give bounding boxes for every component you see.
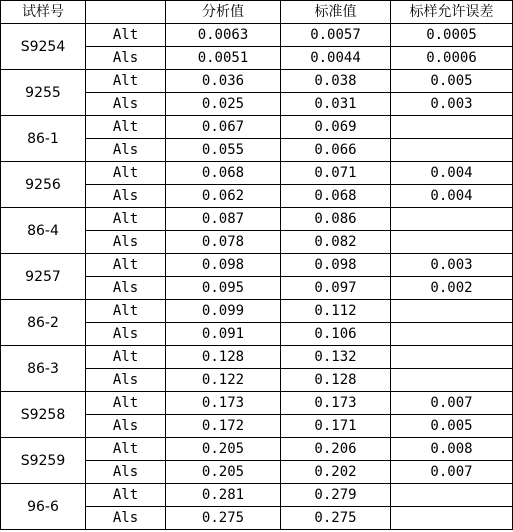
standard-value-cell: 0.097 [281,277,391,300]
analysis-value-cell: 0.173 [166,392,281,415]
element-cell: Alt [86,116,166,139]
tolerance-cell: 0.003 [391,254,513,277]
tolerance-cell [391,116,513,139]
element-cell: Alt [86,438,166,461]
analysis-value-cell: 0.025 [166,93,281,116]
standard-value-cell: 0.0057 [281,24,391,47]
element-cell: Als [86,461,166,484]
standard-value-cell: 0.206 [281,438,391,461]
tolerance-cell [391,346,513,369]
tolerance-cell [391,231,513,254]
analysis-value-cell: 0.087 [166,208,281,231]
element-cell: Alt [86,70,166,93]
analysis-value-cell: 0.172 [166,415,281,438]
tolerance-cell: 0.004 [391,162,513,185]
tolerance-cell: 0.0006 [391,47,513,70]
analysis-value-cell: 0.0063 [166,24,281,47]
element-cell: Als [86,139,166,162]
analysis-value-cell: 0.062 [166,185,281,208]
standard-value-cell: 0.071 [281,162,391,185]
analysis-value-cell: 0.098 [166,254,281,277]
element-cell: Alt [86,254,166,277]
sample-id-cell: 86-4 [1,208,86,254]
element-cell: Alt [86,484,166,507]
sample-id-cell: S9258 [1,392,86,438]
standard-value-cell: 0.031 [281,93,391,116]
tolerance-cell: 0.007 [391,392,513,415]
tolerance-cell [391,139,513,162]
standard-value-cell: 0.068 [281,185,391,208]
standard-value-cell: 0.275 [281,507,391,530]
standard-value-cell: 0.038 [281,70,391,93]
sample-id-cell: 9257 [1,254,86,300]
sample-id-cell: 9255 [1,70,86,116]
header-element [86,1,166,24]
standard-value-cell: 0.202 [281,461,391,484]
tolerance-cell: 0.005 [391,415,513,438]
analysis-value-cell: 0.128 [166,346,281,369]
standard-value-cell: 0.0044 [281,47,391,70]
table-row [1,116,513,139]
table-body [1,24,513,530]
table-row [1,24,513,47]
sample-id-cell: S9259 [1,438,86,484]
tolerance-cell: 0.008 [391,438,513,461]
element-cell: Als [86,415,166,438]
table-row [1,208,513,231]
tolerance-cell: 0.005 [391,70,513,93]
analysis-value-cell: 0.091 [166,323,281,346]
tolerance-cell [391,300,513,323]
tolerance-cell: 0.007 [391,461,513,484]
sample-id-cell: 86-2 [1,300,86,346]
standard-value-cell: 0.082 [281,231,391,254]
table-row [1,70,513,93]
element-cell: Als [86,323,166,346]
tolerance-cell: 0.003 [391,93,513,116]
analysis-value-cell: 0.122 [166,369,281,392]
analysis-value-cell: 0.067 [166,116,281,139]
standard-value-cell: 0.132 [281,346,391,369]
analysis-value-cell: 0.205 [166,438,281,461]
tolerance-cell [391,323,513,346]
header-analysis-value: 分析值 [166,1,281,24]
table-row [1,346,513,369]
analysis-value-cell: 0.275 [166,507,281,530]
element-cell: Als [86,93,166,116]
analysis-value-cell: 0.281 [166,484,281,507]
table-row [1,438,513,461]
standard-value-cell: 0.066 [281,139,391,162]
standard-value-cell: 0.069 [281,116,391,139]
header-row [1,1,513,24]
standard-value-cell: 0.112 [281,300,391,323]
element-cell: Alt [86,392,166,415]
analysis-value-cell: 0.036 [166,70,281,93]
standard-value-cell: 0.128 [281,369,391,392]
tolerance-cell: 0.002 [391,277,513,300]
sample-id-cell: 86-1 [1,116,86,162]
tolerance-cell: 0.004 [391,185,513,208]
standard-value-cell: 0.106 [281,323,391,346]
table-row [1,392,513,415]
header-sample-id: 试样号 [1,1,86,24]
element-cell: Als [86,47,166,70]
table-row [1,254,513,277]
sample-id-cell: 9256 [1,162,86,208]
element-cell: Alt [86,24,166,47]
standard-value-cell: 0.279 [281,484,391,507]
tolerance-cell [391,507,513,530]
tolerance-cell [391,369,513,392]
analysis-value-cell: 0.099 [166,300,281,323]
header-allowed-tolerance: 标样允许误差 [391,1,513,24]
element-cell: Alt [86,346,166,369]
tolerance-cell [391,208,513,231]
table-row [1,162,513,185]
analysis-value-cell: 0.205 [166,461,281,484]
analysis-value-cell: 0.068 [166,162,281,185]
standard-value-cell: 0.086 [281,208,391,231]
standard-value-cell: 0.171 [281,415,391,438]
tolerance-cell: 0.0005 [391,24,513,47]
element-cell: Als [86,507,166,530]
analysis-value-cell: 0.095 [166,277,281,300]
table-row [1,484,513,507]
sample-id-cell: S9254 [1,24,86,70]
sample-id-cell: 96-6 [1,484,86,530]
analysis-value-cell: 0.0051 [166,47,281,70]
standard-value-cell: 0.098 [281,254,391,277]
element-cell: Als [86,369,166,392]
element-cell: Als [86,231,166,254]
header-standard-value: 标准值 [281,1,391,24]
element-cell: Alt [86,162,166,185]
standard-value-cell: 0.173 [281,392,391,415]
element-cell: Als [86,185,166,208]
element-cell: Alt [86,300,166,323]
element-cell: Als [86,277,166,300]
analysis-value-cell: 0.078 [166,231,281,254]
element-cell: Alt [86,208,166,231]
tolerance-cell [391,484,513,507]
table-row [1,300,513,323]
analysis-value-cell: 0.055 [166,139,281,162]
sample-id-cell: 86-3 [1,346,86,392]
